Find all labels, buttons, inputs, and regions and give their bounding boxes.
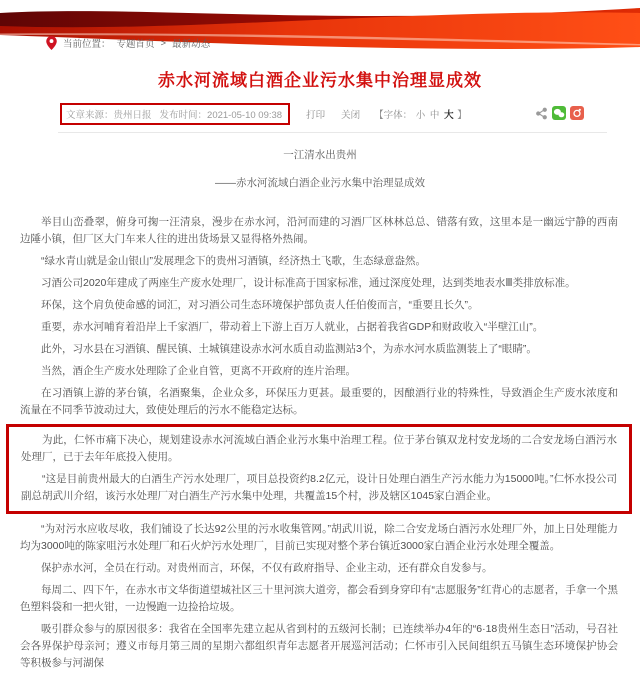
article-paragraph: 吸引群众参与的原因很多：我省在全国率先建立起从省到村的五级河长制；已连续举办4年的“6·18贵州生态日”活动，号召社会各界保护母亲河；遵义市每月第三周的星期六都组织青年志愿者开展巡河活动；仁怀市引入民间组织五马镇生态环境保护协会等积极参与河湖保 xyxy=(20,623,618,669)
article-paragraph: 此外，习水县在习酒镇、醒民镇、土城镇建设赤水河水质自动监测站3个，为赤水河水质监测装上了“眼睛”。 xyxy=(41,343,537,355)
page-title: 赤水河流域白酒企业污水集中治理显成效 xyxy=(158,71,482,90)
article-paragraph: “绿水青山就是金山银山”发展理念下的贵州习酒镇，经济热土飞歌，生态绿意盎然。 xyxy=(41,255,426,267)
article-meta-row xyxy=(60,103,640,125)
deck-line2: ——赤水河流域白酒企业污水集中治理显成效 xyxy=(215,177,425,189)
breadcrumb xyxy=(46,36,210,50)
wechat-icon[interactable] xyxy=(552,106,566,120)
font-size-picker: 【字体： 小 中 大 】 xyxy=(374,110,467,121)
location-pin-icon xyxy=(46,36,57,50)
breadcrumb-separator: > xyxy=(160,37,167,49)
article-publish-time: 发布时间：2021-05-10 09:38 xyxy=(159,110,283,121)
print-button[interactable]: 打印 xyxy=(306,110,326,121)
breadcrumb-link-current[interactable]: 最新动态 xyxy=(172,39,211,50)
breadcrumb-prefix: 当前位置： xyxy=(63,39,111,50)
meta-divider xyxy=(58,132,607,133)
article-paragraph-highlighted: 为此，仁怀市痛下决心，规划建设赤水河流域白酒企业污水集中治理工程。位于茅台镇双龙村安龙场的二合安龙场白酒污水处理厂，已于去年年底投入使用。 xyxy=(21,434,617,463)
article-paragraph: 每周二、四下午，在赤水市文华街道望城社区三十里河滨大道旁，都会看到身穿印有“志愿服务”红背心的志愿者，手拿一个黑色塑料袋和一把火钳，一边慢跑一边捡拾垃圾。 xyxy=(20,584,618,613)
article-paragraph-highlighted: “这是目前贵州最大的白酒生产污水处理厂，项目总投资约8.2亿元，设计日处理白酒生产污水能力为15000吨。”仁怀水投公司副总胡武川介绍，该污水处理厂对白酒生产污水集中处理，共覆盖15个村，涉及辖区1045家白酒企业。 xyxy=(21,473,617,502)
article-paragraph: 保护赤水河，全员在行动。对贵州而言，环保，不仅有政府指导、企业主动，还有群众自发参与。 xyxy=(41,562,493,574)
article-paragraph: 环保，这个肩负使命感的词汇，对习酒公司生态环境保护部负责人任伯俊而言，“重要且长久”。 xyxy=(41,299,479,311)
article-paragraph: “为对污水应收尽收，我们铺设了长达92公里的污水收集管网。”胡武川说，除二合安龙场白酒污水处理厂外，加上日处理能力均为3000吨的陈家咀污水处理厂和石火炉污水处理厂，目前已实现对整个茅台镇近3000家白酒企业污水处理全覆盖。 xyxy=(20,523,618,552)
article-paragraph: 在习酒镇上游的茅台镇，名酒聚集，企业众多，环保压力更甚。最重要的，因酿酒行业的特殊性，导致酒企生产废水浓度和流量在不同季节波动过大，致使处理后的污水不能稳定达标。 xyxy=(20,387,618,416)
weibo-icon[interactable] xyxy=(570,106,584,120)
highlight-annotation-box xyxy=(6,424,632,514)
article-body xyxy=(20,214,618,672)
deck-line1: 一江清水出贵州 xyxy=(283,149,357,161)
article-paragraph: 举目山峦叠翠，俯身可掬一汪清泉，漫步在赤水河，沿河而建的习酒厂区林林总总、错落有致，这里本是一幽远宁静的西南边陲小镇，但厂区大门车来人往的进出货场景又显得格外热闹。 xyxy=(20,216,618,245)
breadcrumb-link-section[interactable]: 专题首页 xyxy=(116,39,155,50)
font-large-button[interactable]: 大 xyxy=(444,110,454,121)
article-deck xyxy=(0,147,640,190)
share-nodes-icon[interactable] xyxy=(535,107,548,120)
article-container xyxy=(0,52,640,677)
share-bar xyxy=(535,106,584,120)
meta-annotation-box xyxy=(60,103,290,125)
close-button[interactable]: 关闭 xyxy=(341,110,361,121)
article-paragraph: 当然，酒企生产废水处理除了企业自管，更离不开政府的连片治理。 xyxy=(41,365,356,377)
font-small-button[interactable]: 小 xyxy=(415,110,426,121)
article-source: 文章来源：贵州日报 xyxy=(66,110,152,121)
article-paragraph: 习酒公司2020年建成了两座生产废水处理厂，设计标准高于国家标准，通过深度处理，达到类地表水Ⅲ类排放标准。 xyxy=(41,277,576,289)
font-medium-button[interactable]: 中 xyxy=(429,110,440,121)
article-paragraph: 重要，赤水河哺育着沿岸上千家酒厂，带动着上下游上百万人就业，占据着我省GDP和财政收入“半壁江山”。 xyxy=(41,321,544,333)
